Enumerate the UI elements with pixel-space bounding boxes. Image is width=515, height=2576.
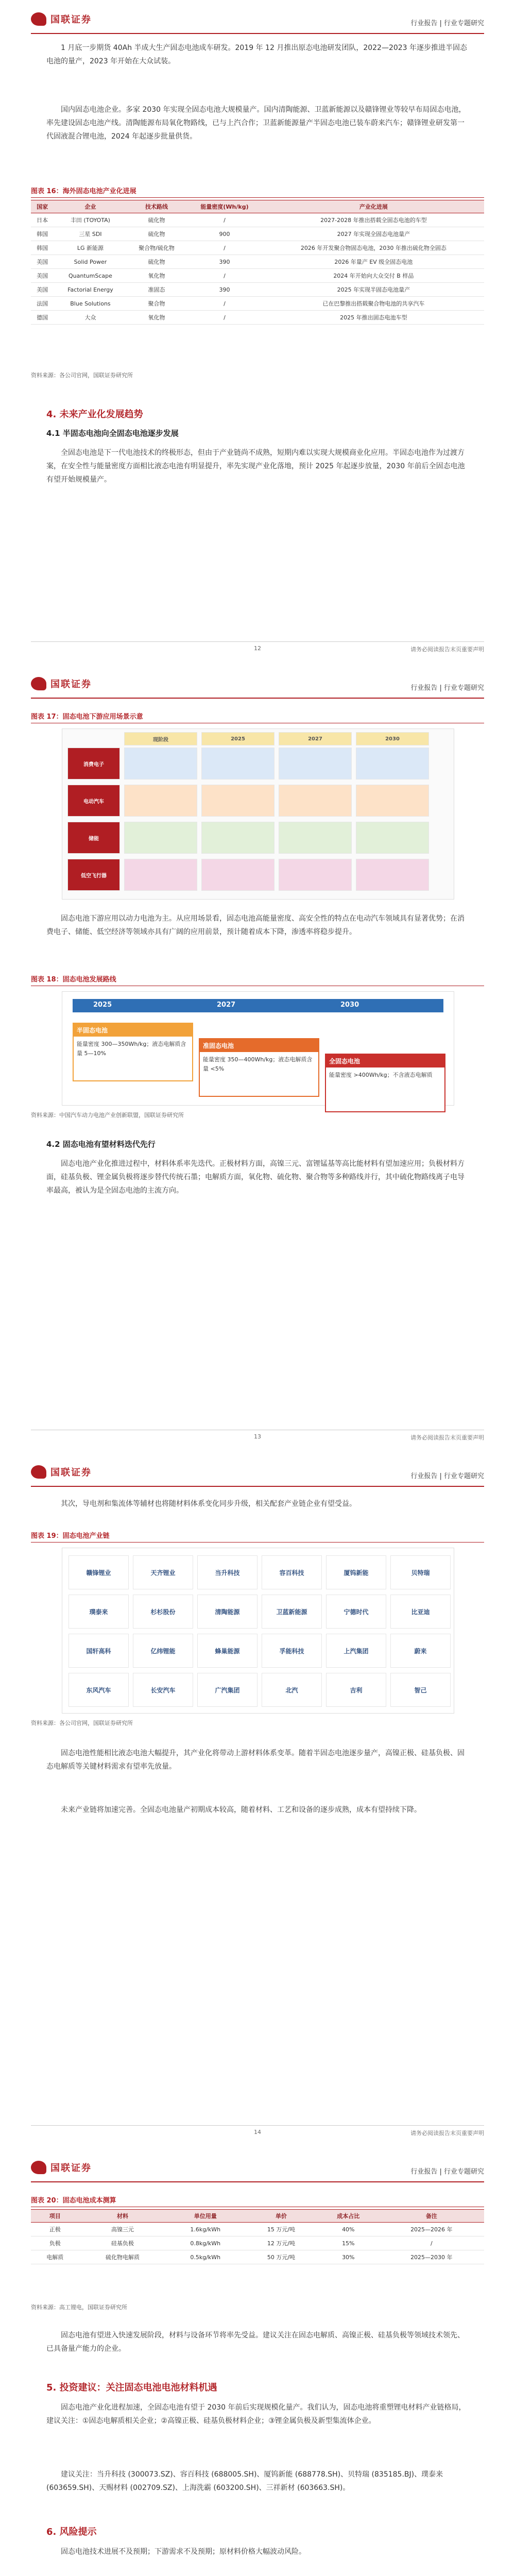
timeline-bar — [73, 999, 443, 1012]
table-cell: Blue Solutions — [54, 297, 127, 311]
grid-cell — [201, 859, 274, 891]
brand-name: 国联证券 — [50, 2163, 92, 2174]
roadmap-figure — [62, 991, 454, 1106]
table-caption: 图表 16：海外固态电池产业化进展 — [31, 185, 484, 198]
report-page-2 — [0, 665, 515, 1453]
figure-caption: 图表 18：固态电池发展路线 — [31, 974, 484, 986]
grid-row-label: 电动汽车 — [67, 785, 120, 817]
paragraph: 固态电池有望进入快速发展阶段，材料与设备环节将率先受益。建议关注在固态电解质、高镍正极、硅基负极等领域技术领先、已具备量产能力的企业。 — [46, 2331, 465, 2353]
application-scenario-figure — [62, 728, 454, 900]
table-cell: QuantumScape — [54, 269, 127, 283]
grid-cell — [279, 785, 352, 817]
page-footer — [31, 1430, 484, 1443]
company-logo: 清陶能源 — [197, 1595, 258, 1629]
paragraph: 固态电池技术进展不及预期；下游需求不及预期；原材料价格大幅波动风险。 — [61, 2548, 306, 2556]
company-logo: 容百科技 — [262, 1555, 322, 1589]
grid-column-label: 2027 — [279, 732, 352, 745]
company-logo: 宁德时代 — [326, 1595, 386, 1629]
page-footer — [31, 2125, 484, 2138]
brand-logo — [31, 12, 92, 26]
table-cell: 聚合物 — [127, 297, 186, 311]
logo-icon — [31, 1465, 46, 1479]
table-row — [31, 241, 484, 255]
grid-cell — [356, 859, 429, 891]
grid-cell — [279, 822, 352, 854]
grid-cell — [124, 785, 197, 817]
grid-cell — [201, 748, 274, 779]
table-cell: 390 — [186, 255, 263, 269]
table-cell: Solid Power — [54, 255, 127, 269]
company-logo: 贝特瑞 — [390, 1555, 451, 1589]
page-number: 12 — [254, 645, 261, 652]
timeline-label: 2030 — [340, 1001, 359, 1009]
table-cell: 2026 年量产 EV 级全固态电池 — [263, 255, 484, 269]
column-header: 项目 — [31, 2210, 79, 2223]
table-row — [31, 311, 484, 325]
table-cell: 0.8kg/kWh — [166, 2236, 245, 2250]
company-logo: 广汽集团 — [197, 1673, 258, 1707]
company-logo: 孚能科技 — [262, 1634, 322, 1668]
grid-column-label: 2030 — [356, 732, 429, 745]
column-header: 企业 — [54, 200, 127, 213]
table-cell: 硫化物 — [127, 213, 186, 227]
table-cell: 900 — [186, 227, 263, 241]
section-heading: 6. 风险提示 — [46, 2527, 97, 2537]
overseas-progress-table — [31, 200, 484, 325]
grid-cell — [124, 822, 197, 854]
grid-column-label: 现阶段 — [124, 732, 197, 745]
page-header — [31, 2158, 484, 2182]
table-cell: 2025 年推出固态电池车型 — [263, 311, 484, 325]
table-cell: 大众 — [54, 311, 127, 325]
brand-logo — [31, 2161, 92, 2174]
company-logo: 东风汽车 — [68, 1673, 129, 1707]
table-header-row — [31, 200, 484, 213]
page-footer — [31, 641, 484, 654]
company-logo: 当升科技 — [197, 1555, 258, 1589]
paragraph: 建议关注：当升科技 (300073.SZ)、容百科技 (688005.SH)、厦钨新能 (688778.SH)、贝特瑞 (835185.BJ)、璞泰来 (603659.SH)、天赐材料 (002709.SZ)、上海洗霸 (603200.SH)、三祥新材 (603663.SH)。 — [46, 2470, 443, 2492]
grid-column-label: 2025 — [201, 732, 274, 745]
company-logo: 天齐锂业 — [133, 1555, 193, 1589]
stage-desc: 能量密度 >400Wh/kg；不含液态电解质 — [329, 1072, 433, 1078]
table-cell: 美国 — [31, 269, 54, 283]
table-cell: / — [186, 269, 263, 283]
table-cell: 美国 — [31, 255, 54, 269]
cost-table — [31, 2209, 484, 2264]
brand-logo — [31, 677, 92, 690]
grid-cell — [279, 748, 352, 779]
stage-desc: 能量密度 300—350Wh/kg；液态电解质含量 5—10% — [77, 1041, 186, 1057]
company-logo: 亿纬锂能 — [133, 1634, 193, 1668]
paragraph: 全固态电池是下一代电池技术的终极形态，但由于产业链尚不成熟，短期内难以实现大规模商业化应用。半固态电池作为过渡方案，在安全性与能量密度方面相比液态电池有明显提升，率先实现产业化落地，预计 2025 年起逐步放量，2030 年前后全固态电池有望开始规模量产。 — [46, 449, 465, 484]
page-number: 13 — [254, 1433, 261, 1440]
subsection-heading: 4.2 固态电池有望材料迭代先行 — [46, 1140, 156, 1149]
paragraph: 其次，导电剂和集流体等辅材也将随材料体系变化同步升级，相关配套产业链企业有望受益。 — [61, 1500, 356, 1508]
table-row — [31, 255, 484, 269]
table-cell: 0.5kg/kWh — [166, 2250, 245, 2264]
table-cell: 40% — [318, 2223, 379, 2236]
table-cell: / — [186, 297, 263, 311]
table-cell: 电解质 — [31, 2250, 79, 2264]
page-header — [31, 674, 484, 699]
table-cell: 已在巴黎推出搭载聚合物电池的共享汽车 — [263, 297, 484, 311]
brand-name: 国联证券 — [50, 1467, 92, 1478]
table-cell: 2025—2026 年 — [379, 2223, 484, 2236]
report-type: 行业报告 | 行业专题研究 — [410, 2168, 484, 2176]
table-cell: 15 万元/吨 — [245, 2223, 318, 2236]
paragraph: 国内固态电池企业。多家 2030 年实现全固态电池大规模量产。国内清陶能源、卫蓝新能源以及赣锋锂业等较早布局固态电池，率先建设固态电池产线。清陶能源布局氧化物路线，已与上汽合作；卫蓝新能源量产半固态电池已装车蔚来汽车；赣锋锂业研发第一代固液混合锂电池，2024 年起逐步批量供货。 — [46, 106, 466, 141]
table-cell: 三星 SDI — [54, 227, 127, 241]
company-logo: 吉利 — [326, 1673, 386, 1707]
page-header — [31, 1462, 484, 1487]
company-logo: 国轩高科 — [68, 1634, 129, 1668]
column-header: 材料 — [79, 2210, 166, 2223]
report-page-1 — [0, 0, 515, 665]
figure-source: 资料来源：各公司官网，国联证券研究所 — [31, 1720, 133, 1726]
table-cell: 2025—2030 年 — [379, 2250, 484, 2264]
table-row — [31, 213, 484, 227]
table-row — [31, 227, 484, 241]
table-cell: / — [379, 2236, 484, 2250]
table-cell: 1.6kg/kWh — [166, 2223, 245, 2236]
table-cell: 丰田 (TOYOTA) — [54, 213, 127, 227]
table-cell: 2026 年开发聚合物固态电池，2030 年推出硫化物全固态 — [263, 241, 484, 255]
table-cell: 12 万元/吨 — [245, 2236, 318, 2250]
table-row — [31, 269, 484, 283]
column-header: 备注 — [379, 2210, 484, 2223]
figure-source: 资料来源：中国汽车动力电池产业创新联盟，国联证券研究所 — [31, 1112, 184, 1118]
column-header: 成本占比 — [318, 2210, 379, 2223]
grid-cell — [279, 859, 352, 891]
grid-row-label: 低空飞行器 — [67, 859, 120, 891]
company-logo: 赣锋锂业 — [68, 1555, 129, 1589]
stage-name: 半固态电池 — [74, 1024, 192, 1037]
logo-icon — [31, 677, 46, 690]
table-cell: 德国 — [31, 311, 54, 325]
column-header: 国家 — [31, 200, 54, 213]
table-cell: 美国 — [31, 283, 54, 297]
industry-chain-logo-grid — [62, 1548, 454, 1714]
paragraph: 固态电池产业化推进过程中，材料体系率先迭代。正极材料方面，高镍三元、富锂锰基等高比能材料有望加速应用；负极材料方面，硅基负极、锂金属负极将逐步替代传统石墨；电解质方面，氧化物、硫化物、聚合物等多种路线并行，其中硫化物路线离子电导率最高，被认为是全固态电池的主流方向。 — [46, 1160, 465, 1195]
grid-cell — [124, 748, 197, 779]
table-cell: 50 万元/吨 — [245, 2250, 318, 2264]
brand-name: 国联证券 — [50, 14, 92, 25]
table-cell: 2024 年开始向大众交付 B 样品 — [263, 269, 484, 283]
table-cell: 聚合物/硫化物 — [127, 241, 186, 255]
table-source: 资料来源：高工锂电，国联证券研究所 — [31, 2304, 127, 2311]
table-cell: 30% — [318, 2250, 379, 2264]
company-logo: 杉杉股份 — [133, 1595, 193, 1629]
table-cell: 高镍三元 — [79, 2223, 166, 2236]
grid-cell — [356, 785, 429, 817]
footer-note: 请务必阅读报告末页重要声明 — [410, 2130, 484, 2137]
paragraph: 固态电池性能相比液态电池大幅提升，其产业化将带动上游材料体系变革。随着半固态电池逐步量产，高镍正极、硅基负极、固态电解质等关键材料需求有望率先放量。 — [46, 1749, 465, 1771]
table-header-row — [31, 2210, 484, 2223]
stage-name: 准固态电池 — [200, 1039, 318, 1052]
grid-cell — [356, 748, 429, 779]
table-cell: 准固态 — [127, 283, 186, 297]
table-cell: Factorial Energy — [54, 283, 127, 297]
paragraph: 1 月底一步期货 40Ah 半成大生产固态电池成车研发。2019 年 12 月推出原态电池研发团队，2022—2023 年逐步推进半固态电池的量产，2023 年开始在大众试装。 — [46, 44, 468, 65]
table-cell: / — [186, 311, 263, 325]
company-logo: 智己 — [390, 1673, 451, 1707]
logo-icon — [31, 2161, 46, 2174]
column-header: 单位用量 — [166, 2210, 245, 2223]
stage-desc: 能量密度 350—400Wh/kg；液态电解质含量 <5% — [203, 1056, 313, 1072]
table-row — [31, 283, 484, 297]
table-row — [31, 2250, 484, 2264]
table-cell: 氧化物 — [127, 269, 186, 283]
table-cell: 硅基负极 — [79, 2236, 166, 2250]
paragraph: 未来产业链将加速完善。全固态电池量产初期成本较高，随着材料、工艺和设备的逐步成熟，成本有望持续下降。 — [61, 1806, 421, 1814]
footer-note: 请务必阅读报告末页重要声明 — [410, 646, 484, 653]
paragraph: 固态电池下游应用以动力电池为主。从应用场景看，固态电池高能量密度、高安全性的特点在电动汽车领域具有显著优势；在消费电子、储能、低空经济等领域亦具有广阔的应用前景，预计随着成本下降，渗透率将稳步提升。 — [46, 914, 465, 936]
table-cell: 正极 — [31, 2223, 79, 2236]
section-heading: 4. 未来产业化发展趋势 — [46, 409, 143, 420]
table-cell: 390 — [186, 283, 263, 297]
table-cell: 日本 — [31, 213, 54, 227]
table-cell: 硫化物 — [127, 227, 186, 241]
company-logo: 卫蓝新能源 — [262, 1595, 322, 1629]
grid-cell — [356, 822, 429, 854]
table-cell: 2027-2028 年推出搭载全固态电池的车型 — [263, 213, 484, 227]
column-header: 技术路线 — [127, 200, 186, 213]
grid-row-label: 储能 — [67, 822, 120, 854]
table-row — [31, 297, 484, 311]
report-page-3 — [0, 1453, 515, 2148]
table-row — [31, 2236, 484, 2250]
grid-cell — [201, 785, 274, 817]
table-cell: 2025 年实现半固态电池量产 — [263, 283, 484, 297]
report-type: 行业报告 | 行业专题研究 — [410, 684, 484, 692]
timeline-label: 2027 — [217, 1001, 236, 1009]
company-logo: 厦钨新能 — [326, 1555, 386, 1589]
column-header: 能量密度(Wh/kg) — [186, 200, 263, 213]
timeline-label: 2025 — [93, 1001, 112, 1009]
table-cell: 负极 — [31, 2236, 79, 2250]
company-logo: 上汽集团 — [326, 1634, 386, 1668]
company-logo: 蜂巢能源 — [197, 1634, 258, 1668]
report-type: 行业报告 | 行业专题研究 — [410, 1472, 484, 1480]
table-cell: 硫化物 — [127, 255, 186, 269]
column-header: 产业化进展 — [263, 200, 484, 213]
table-cell: / — [186, 213, 263, 227]
table-row — [31, 2223, 484, 2236]
table-cell: 15% — [318, 2236, 379, 2250]
table-cell: / — [186, 241, 263, 255]
company-logo: 北汽 — [262, 1673, 322, 1707]
logo-icon — [31, 12, 46, 26]
table-caption: 图表 20：固态电池成本测算 — [31, 2195, 484, 2207]
brand-name: 国联证券 — [50, 679, 92, 690]
grid-row-label: 消费电子 — [67, 748, 120, 779]
table-cell: 硫化物电解质 — [79, 2250, 166, 2264]
figure-caption: 图表 19：固态电池产业链 — [31, 1530, 484, 1543]
column-header: 单价 — [245, 2210, 318, 2223]
table-cell: 韩国 — [31, 241, 54, 255]
grid-cell — [124, 859, 197, 891]
report-page-4 — [0, 2148, 515, 2576]
roadmap-stage — [73, 1023, 193, 1081]
table-cell: LG 新能源 — [54, 241, 127, 255]
roadmap-stage — [199, 1038, 319, 1097]
report-type: 行业报告 | 行业专题研究 — [410, 20, 484, 27]
page-number: 14 — [254, 2129, 261, 2136]
page-header — [31, 9, 484, 34]
company-logo: 比亚迪 — [390, 1595, 451, 1629]
footer-note: 请务必阅读报告末页重要声明 — [410, 1434, 484, 1441]
section-heading: 5. 投资建议：关注固态电池电池材料机遇 — [46, 2382, 217, 2393]
table-cell: 韩国 — [31, 227, 54, 241]
stage-name: 全固态电池 — [326, 1055, 444, 1067]
brand-logo — [31, 1465, 92, 1479]
company-logo: 长安汽车 — [133, 1673, 193, 1707]
table-cell: 2027 年实现全固态电池量产 — [263, 227, 484, 241]
grid-cell — [201, 822, 274, 854]
subsection-heading: 4.1 半固态电池向全固态电池逐步发展 — [46, 429, 179, 438]
roadmap-stage — [325, 1054, 445, 1112]
company-logo: 蔚来 — [390, 1634, 451, 1668]
company-logo: 璞泰来 — [68, 1595, 129, 1629]
table-cell: 法国 — [31, 297, 54, 311]
paragraph: 固态电池产业化进程加速，全固态电池有望于 2030 年前后实现规模化量产。我们认为，固态电池将重塑锂电材料产业链格局，建议关注：①固态电解质相关企业；②高镍正极、硅基负极材料企业；③锂金属负极及新型集流体企业。 — [46, 2403, 466, 2425]
table-source: 资料来源：各公司官网，国联证券研究所 — [31, 372, 133, 379]
table-cell: 氧化物 — [127, 311, 186, 325]
figure-caption: 图表 17：固态电池下游应用场景示意 — [31, 711, 484, 723]
